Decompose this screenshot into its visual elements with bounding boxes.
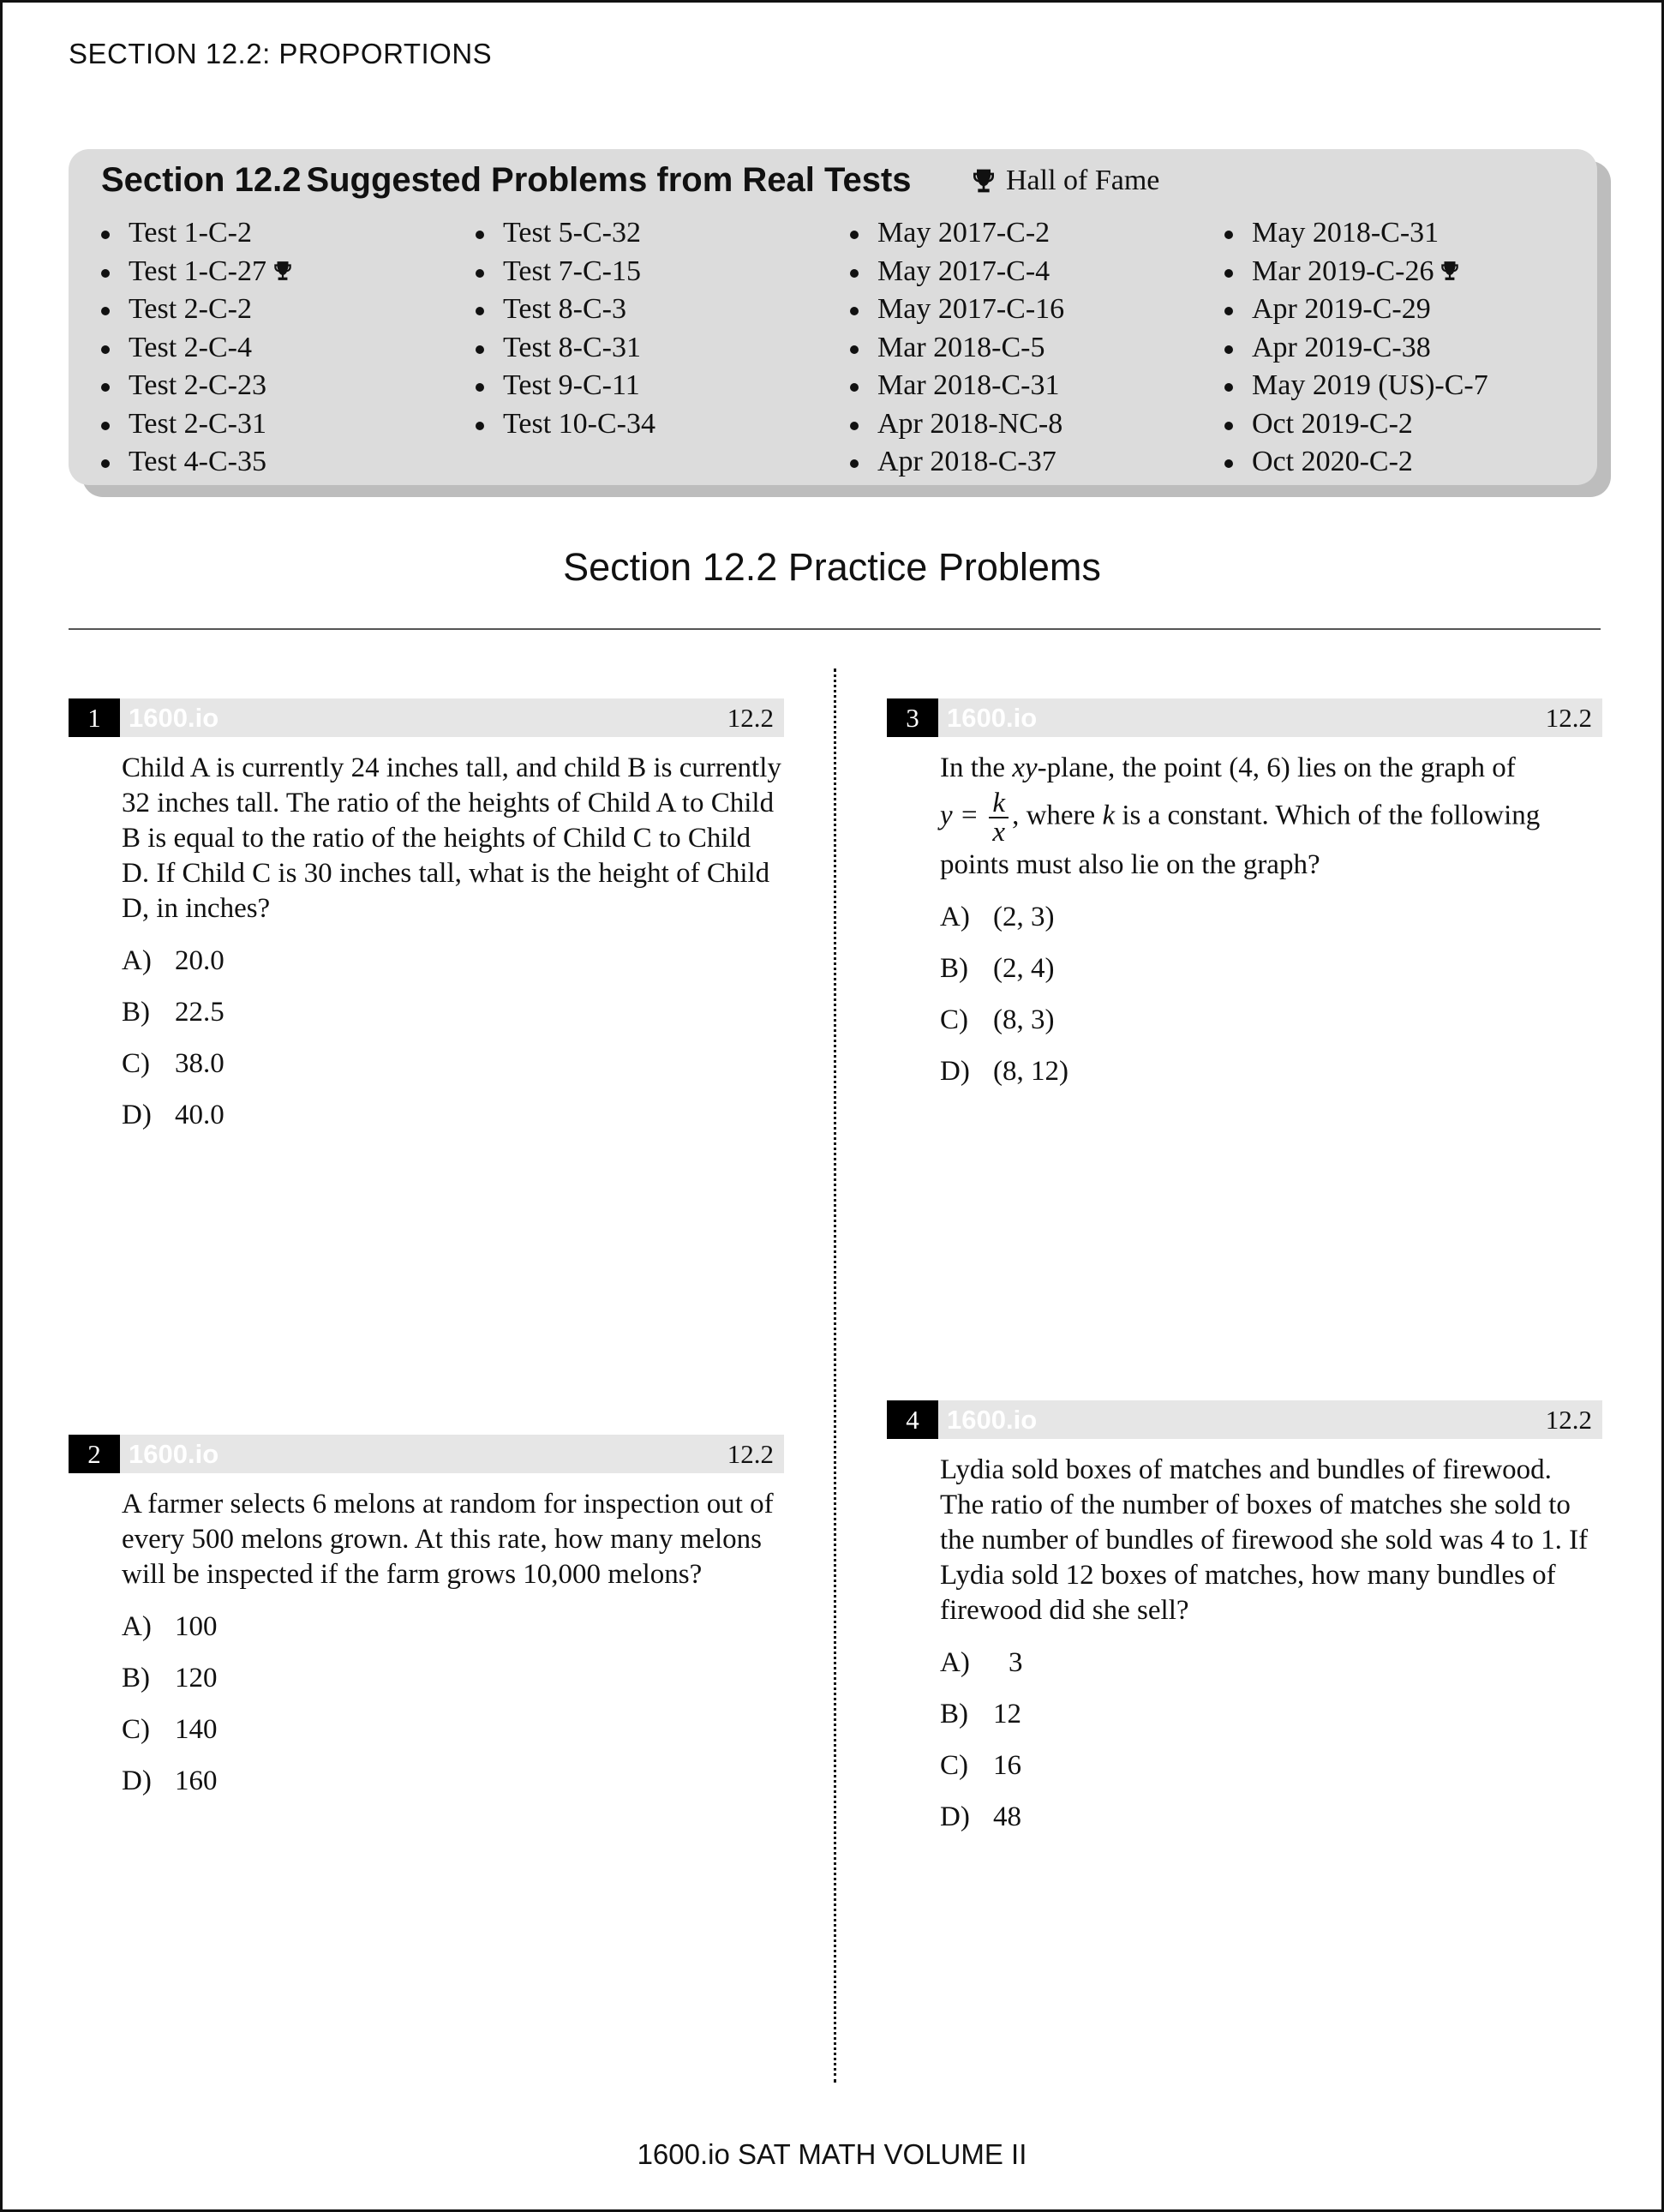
choice-label: D) xyxy=(122,1100,152,1130)
suggested-problem-label: Test 2-C-2 xyxy=(129,293,252,325)
problem-header-bar xyxy=(887,698,1602,737)
suggested-problem-label: Test 2-C-31 xyxy=(129,407,266,440)
answer-choice[interactable] xyxy=(940,902,1602,953)
suggested-problem-label: Oct 2020-C-2 xyxy=(1252,446,1413,477)
choice-value: 160 xyxy=(175,1765,218,1796)
suggested-problem-label: Test 8-C-31 xyxy=(503,331,641,363)
suggested-problem-item xyxy=(1221,329,1488,368)
problem-header-bar xyxy=(887,1400,1602,1439)
suggested-problem-label: May 2017-C-2 xyxy=(877,217,1050,249)
choice-label: B) xyxy=(940,953,968,984)
choice-value: (2, 4) xyxy=(993,953,1055,984)
suggested-problem-item xyxy=(98,253,294,291)
suggested-problem-label: Test 1-C-2 xyxy=(129,217,252,249)
fraction-numerator: k xyxy=(989,789,1009,818)
problem-2 xyxy=(69,1435,784,1817)
suggested-box-title xyxy=(101,161,912,200)
problem-section: 12.2 xyxy=(1545,1405,1592,1435)
suggested-problem-label: Oct 2019-C-2 xyxy=(1252,407,1413,440)
choice-value: 120 xyxy=(175,1663,218,1693)
suggested-title-prefix: Section 12.2 xyxy=(101,161,302,199)
answer-choice[interactable] xyxy=(122,1100,784,1151)
answer-choice[interactable] xyxy=(940,1699,1602,1750)
choice-label: D) xyxy=(940,1056,970,1087)
problem-number: 1 xyxy=(69,698,120,737)
answer-choice[interactable] xyxy=(122,945,784,997)
problem-section: 12.2 xyxy=(727,703,774,733)
problem-text: Lydia sold boxes of matches and bundles of firewood. The ratio of the number of boxes of matches she sold to the number of bundles of firewood she sold was 4 to 1. If Lydia sold 12 boxes of matches, how many bundles of firewood did she sell? xyxy=(940,1454,1589,1626)
choice-label: B) xyxy=(122,1663,150,1693)
suggested-problem-label: Mar 2019-C-26 xyxy=(1252,255,1434,287)
problem-1 xyxy=(69,698,784,1151)
suggested-problems-box xyxy=(69,149,1597,485)
answer-choice[interactable] xyxy=(940,1750,1602,1801)
suggested-problem-item xyxy=(472,405,655,444)
page-footer: 1600.io SAT MATH VOLUME II xyxy=(637,2138,1027,2170)
suggested-problem-item xyxy=(1221,367,1488,405)
answer-choice[interactable] xyxy=(940,953,1602,1004)
problem-number: 3 xyxy=(887,698,938,737)
suggested-problem-label: Test 9-C-11 xyxy=(503,369,640,401)
choice-value: (8, 3) xyxy=(993,1004,1055,1035)
problem-header-bar xyxy=(69,698,784,737)
choice-label: A) xyxy=(940,1647,970,1678)
text-fragment: In the xyxy=(940,752,1013,783)
suggested-column-2 xyxy=(472,214,655,443)
choice-value: 16 xyxy=(993,1750,1021,1781)
text-fragment: -plane, the point (4, 6) lies on the graph of xyxy=(1037,752,1516,783)
choice-value: 12 xyxy=(993,1699,1021,1729)
variable-xy: xy xyxy=(1012,752,1038,783)
choice-label: B) xyxy=(122,997,150,1028)
choice-value: 140 xyxy=(175,1714,218,1745)
choice-label: C) xyxy=(940,1750,968,1781)
suggested-problem-label: May 2017-C-4 xyxy=(877,255,1050,287)
suggested-problem-label: Test 8-C-3 xyxy=(503,293,626,325)
problem-header-bar xyxy=(69,1435,784,1473)
equation-lhs: y = xyxy=(940,800,979,831)
choice-value: (2, 3) xyxy=(993,902,1055,932)
answer-choices xyxy=(940,1647,1602,1853)
suggested-problem-item xyxy=(847,443,1064,482)
suggested-problem-label: May 2017-C-16 xyxy=(877,293,1065,325)
suggested-column-1 xyxy=(98,214,294,482)
suggested-problem-label: Mar 2018-C-31 xyxy=(877,369,1060,401)
suggested-problem-item xyxy=(98,443,294,482)
suggested-column-4 xyxy=(1221,214,1488,482)
running-header: SECTION 12.2: PROPORTIONS xyxy=(69,38,493,69)
choice-label: A) xyxy=(122,945,152,976)
suggested-problem-label: Test 1-C-27 xyxy=(129,255,266,287)
suggested-problem-item xyxy=(472,214,655,253)
text-fragment: is a constant. Which of the following xyxy=(1115,800,1541,831)
suggested-problem-item xyxy=(98,291,294,329)
suggested-problem-item xyxy=(472,291,655,329)
problem-section: 12.2 xyxy=(727,1439,774,1469)
problem-number: 4 xyxy=(887,1400,938,1439)
brand-watermark: 1600.io xyxy=(129,1439,219,1469)
answer-choice[interactable] xyxy=(122,1714,784,1765)
suggested-problem-label: May 2019 (US)-C-7 xyxy=(1252,369,1488,401)
choice-label: C) xyxy=(940,1004,968,1035)
suggested-problem-item xyxy=(1221,443,1488,482)
suggested-problem-label: Mar 2018-C-5 xyxy=(877,331,1045,363)
suggested-problem-item xyxy=(1221,291,1488,329)
suggested-problem-item xyxy=(1221,405,1488,444)
suggested-problem-label: May 2018-C-31 xyxy=(1252,217,1440,249)
problem-text: Child A is currently 24 inches tall, and child B is currently 32 inches tall. The ratio of the heights of Child A to Child B is equal to the ratio of the heights of Child C to Child D. If Child C is 30 inches tall, what is the height of Child D, in inches? xyxy=(122,752,781,924)
choice-value: 3 xyxy=(1009,1647,1023,1678)
suggested-problem-label: Apr 2019-C-29 xyxy=(1252,293,1431,325)
brand-watermark: 1600.io xyxy=(129,703,219,733)
choice-label: C) xyxy=(122,1048,150,1079)
suggested-problem-item xyxy=(847,367,1064,405)
hall-of-fame-label: Hall of Fame xyxy=(1006,165,1160,196)
answer-choice[interactable] xyxy=(940,1004,1602,1056)
problem-4 xyxy=(887,1400,1602,1853)
choice-value: 20.0 xyxy=(175,945,224,976)
answer-choice[interactable] xyxy=(122,1611,784,1663)
answer-choices xyxy=(122,1611,784,1817)
choice-label: D) xyxy=(940,1801,970,1832)
trophy-icon xyxy=(970,167,997,195)
suggested-problem-item xyxy=(1221,253,1488,291)
title-rule xyxy=(69,628,1601,630)
choice-value: 22.5 xyxy=(175,997,224,1028)
suggested-column-3 xyxy=(847,214,1064,482)
answer-choices xyxy=(940,902,1602,1107)
answer-choice[interactable] xyxy=(940,1056,1602,1107)
text-fragment: points must also lie on the graph? xyxy=(940,849,1320,880)
answer-choice[interactable] xyxy=(122,997,784,1048)
suggested-problem-label: Test 7-C-15 xyxy=(503,255,641,287)
suggested-problem-label: Apr 2019-C-38 xyxy=(1252,331,1431,363)
suggested-problem-label: Test 2-C-4 xyxy=(129,331,252,363)
choice-label: A) xyxy=(122,1611,152,1642)
trophy-icon xyxy=(1439,255,1461,292)
variable-k: k xyxy=(1102,800,1116,831)
suggested-problem-item xyxy=(472,253,655,291)
suggested-problem-item xyxy=(98,367,294,405)
brand-watermark: 1600.io xyxy=(947,1405,1038,1435)
answer-choice[interactable] xyxy=(122,1663,784,1714)
choice-value: 38.0 xyxy=(175,1048,224,1079)
suggested-problem-item xyxy=(472,329,655,368)
suggested-problem-item xyxy=(98,329,294,368)
suggested-problem-item xyxy=(847,329,1064,368)
suggested-problem-label: Test 10-C-34 xyxy=(503,407,655,440)
problem-3 xyxy=(887,698,1602,1107)
answer-choice[interactable] xyxy=(940,1647,1602,1699)
brand-watermark: 1600.io xyxy=(947,703,1038,733)
suggested-title-text: Suggested Problems from Real Tests xyxy=(306,161,912,199)
fraction-denominator: x xyxy=(992,817,1006,848)
problem-section: 12.2 xyxy=(1545,703,1592,733)
problem-number: 2 xyxy=(69,1435,120,1473)
fraction-k-over-x xyxy=(989,789,1009,846)
choice-value: 100 xyxy=(175,1611,218,1642)
answer-choice[interactable] xyxy=(940,1801,1602,1853)
choice-label: B) xyxy=(940,1699,968,1729)
answer-choice[interactable] xyxy=(122,1765,784,1817)
column-divider xyxy=(834,668,836,2083)
choice-value: (8, 12) xyxy=(993,1056,1068,1087)
suggested-problem-label: Test 5-C-32 xyxy=(503,217,641,249)
answer-choices xyxy=(122,945,784,1151)
choice-label: D) xyxy=(122,1765,152,1796)
suggested-problem-item xyxy=(472,367,655,405)
suggested-problem-item xyxy=(847,291,1064,329)
choice-value: 40.0 xyxy=(175,1100,224,1130)
text-fragment: , where xyxy=(1012,800,1103,831)
suggested-problem-item xyxy=(847,405,1064,444)
trophy-icon xyxy=(272,255,294,292)
hall-of-fame-legend xyxy=(970,165,1159,197)
suggested-problem-item xyxy=(98,214,294,253)
suggested-problem-label: Test 2-C-23 xyxy=(129,369,266,401)
problem-text xyxy=(940,751,1600,883)
suggested-problem-item xyxy=(1221,214,1488,253)
practice-problems-title: Section 12.2 Practice Problems xyxy=(563,545,1101,589)
suggested-problem-item xyxy=(98,405,294,444)
choice-value: 48 xyxy=(993,1801,1021,1832)
suggested-problem-item xyxy=(847,253,1064,291)
suggested-problem-label: Apr 2018-C-37 xyxy=(877,446,1056,477)
choice-label: C) xyxy=(122,1714,150,1745)
choice-label: A) xyxy=(940,902,970,932)
problem-text: A farmer selects 6 melons at random for inspection out of every 500 melons grown. At this rate, how many melons will be inspected if the farm grows 10,000 melons? xyxy=(122,1489,774,1590)
answer-choice[interactable] xyxy=(122,1048,784,1100)
suggested-problem-item xyxy=(847,214,1064,253)
suggested-problem-label: Apr 2018-NC-8 xyxy=(877,407,1063,440)
suggested-problem-label: Test 4-C-35 xyxy=(129,446,266,477)
